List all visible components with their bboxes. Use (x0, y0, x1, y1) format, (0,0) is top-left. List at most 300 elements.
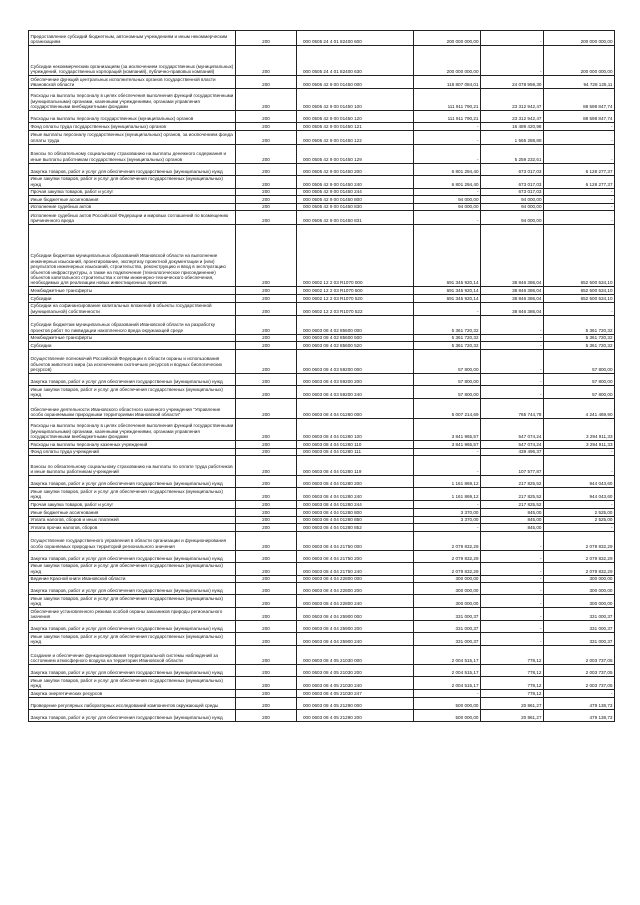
approved-amount-cell: 111 911 790,21 (414, 89, 481, 111)
executed-amount-cell: - (481, 334, 544, 342)
unexecuted-amount-cell: 331 000,37 (544, 608, 615, 621)
expense-name-cell: Расходы на выплаты персоналу в целях обеспечения выполнения функций государственными (муниципальными) органами, казенными учреждениями, органами управления государственными внебюджетными фондами (29, 419, 236, 441)
table-row (29, 508, 615, 516)
table-row (29, 501, 615, 509)
approved-amount-cell: 200 000 000,00 (414, 31, 481, 46)
budget-classification-code-cell: 000 0603 08 4 04 21750 200 (297, 550, 414, 562)
line-code-cell: 200 (236, 123, 297, 131)
executed-amount-cell: 673 017,03 (481, 188, 544, 196)
executed-amount-cell: - (481, 386, 544, 399)
approved-amount-cell: 3 370,00 (414, 508, 481, 516)
executed-amount-cell: 217 825,52 (481, 488, 544, 501)
expense-name-cell: Закупка товаров, работ и услуг для обеспечения государственных (муниципальных) нужд (29, 163, 236, 175)
budget-classification-code-cell: 000 0602 12 2 03 R1070 500 (297, 287, 414, 295)
executed-amount-cell: 845,00 (481, 516, 544, 524)
table-row (29, 677, 615, 690)
approved-amount-cell: 3 370,00 (414, 516, 481, 524)
expense-name-cell: Иные закупки товаров, работ и услуг для обеспечения государственных (муниципальных) нужд (29, 562, 236, 575)
line-code-cell: 200 (236, 646, 297, 665)
unexecuted-amount-cell: 652 500 534,10 (544, 294, 615, 302)
approved-amount-cell: 691 345 920,14 (414, 294, 481, 302)
approved-amount-cell: 2 079 832,29 (414, 550, 481, 562)
expense-name-cell: Расходы на выплаты персоналу государственных (муниципальных) органов (29, 111, 236, 123)
approved-amount-cell: - (414, 448, 481, 456)
expense-name-cell: Межбюджетные трансферты (29, 287, 236, 295)
unexecuted-amount-cell: 5 361 720,32 (544, 342, 615, 350)
line-code-cell: 200 (236, 342, 297, 350)
approved-amount-cell: - (414, 130, 481, 144)
expense-name-cell: Иные выплаты персоналу государственных (муниципальных) органов, за исключением фонда оплаты труда (29, 130, 236, 144)
approved-amount-cell: 331 000,37 (414, 633, 481, 646)
expense-name-cell: Уплата прочих налогов, сборов (29, 524, 236, 532)
budget-classification-code-cell: 000 0505 42 9 00 01450 244 (297, 188, 414, 196)
executed-amount-cell: 23 312 942,47 (481, 89, 544, 111)
budget-classification-code-cell: 000 0603 08 4 04 01280 110 (297, 441, 414, 449)
executed-amount-cell: - (481, 46, 544, 76)
table-row (29, 448, 615, 456)
expense-name-cell: Межбюджетные трансферты (29, 334, 236, 342)
executed-amount-cell: - (481, 562, 544, 575)
budget-classification-code-cell: 000 0602 12 2 03 R1070 000 (297, 225, 414, 287)
budget-classification-code-cell: 000 0603 08 4 04 22800 240 (297, 595, 414, 608)
executed-amount-cell: 673 017,03 (481, 175, 544, 188)
unexecuted-amount-cell: 2 079 832,29 (544, 550, 615, 562)
unexecuted-amount-cell: 652 500 534,10 (544, 287, 615, 295)
table-row (29, 646, 615, 665)
expense-name-cell: Закупка товаров, работ и услуг для обеспечения государственных (муниципальных) нужд (29, 583, 236, 595)
unexecuted-amount-cell: 300 000,00 (544, 575, 615, 583)
executed-amount-cell: - (481, 608, 544, 621)
table-row (29, 315, 615, 334)
table-row (29, 342, 615, 350)
budget-classification-code-cell: 000 0603 08 4 05 21290 200 (297, 709, 414, 721)
budget-classification-code-cell: 000 0603 08 4 04 25900 000 (297, 608, 414, 621)
table-row (29, 476, 615, 488)
approved-amount-cell: 200 000 000,00 (414, 46, 481, 76)
unexecuted-amount-cell: 331 000,37 (544, 621, 615, 633)
expense-name-cell: Иные закупки товаров, работ и услуг для обеспечения государственных (муниципальных) нужд (29, 488, 236, 501)
expense-name-cell: Закупка товаров, работ и услуг для обеспечения государственных (муниципальных) нужд (29, 476, 236, 488)
line-code-cell: 200 (236, 89, 297, 111)
executed-amount-cell: 94 000,00 (481, 196, 544, 204)
budget-classification-code-cell: 000 0603 08 4 04 01280 111 (297, 448, 414, 456)
approved-amount-cell: 57 800,00 (414, 386, 481, 399)
budget-classification-code-cell: 000 0603 08 4 03 59200 240 (297, 386, 414, 399)
executed-amount-cell: - (481, 583, 544, 595)
executed-amount-cell: 94 000,00 (481, 211, 544, 225)
approved-amount-cell: 331 000,37 (414, 608, 481, 621)
unexecuted-amount-cell: 5 361 720,32 (544, 315, 615, 334)
approved-amount-cell: - (414, 211, 481, 225)
line-code-cell: 200 (236, 575, 297, 583)
budget-classification-code-cell: 000 0505 42 9 00 01450 830 (297, 203, 414, 211)
unexecuted-amount-cell: 479 138,73 (544, 697, 615, 709)
unexecuted-amount-cell: - (544, 211, 615, 225)
table-row (29, 633, 615, 646)
line-code-cell: 200 (236, 374, 297, 386)
budget-classification-code-cell: 000 0603 08 4 04 22800 200 (297, 583, 414, 595)
approved-amount-cell: 5 007 214,69 (414, 399, 481, 419)
table-row (29, 225, 615, 287)
table-row (29, 350, 615, 374)
table-row (29, 123, 615, 131)
line-code-cell: 200 (236, 448, 297, 456)
unexecuted-amount-cell: 331 000,37 (544, 633, 615, 646)
expense-name-cell: Фонд оплаты труда государственных (муниципальных) органов (29, 123, 236, 131)
approved-amount-cell: 300 000,00 (414, 583, 481, 595)
line-code-cell: 200 (236, 516, 297, 524)
line-code-cell: 200 (236, 76, 297, 89)
unexecuted-amount-cell: - (544, 123, 615, 131)
budget-classification-code-cell: 000 0603 08 4 04 21750 000 (297, 531, 414, 550)
approved-amount-cell: 2 004 515,17 (414, 665, 481, 677)
approved-amount-cell: 2 079 832,29 (414, 531, 481, 550)
unexecuted-amount-cell: 2 525,00 (544, 516, 615, 524)
unexecuted-amount-cell: 57 800,00 (544, 386, 615, 399)
table-row (29, 196, 615, 204)
unexecuted-amount-cell: 944 043,60 (544, 476, 615, 488)
table-row (29, 294, 615, 302)
expense-name-cell: Закупка товаров, работ и услуг для обеспечения государственных (муниципальных) нужд (29, 709, 236, 721)
budget-classification-code-cell: 000 0505 24 4 01 82400 600 (297, 31, 414, 46)
budget-classification-code-cell: 000 0505 42 9 00 01450 129 (297, 144, 414, 163)
budget-classification-code-cell: 000 0603 08 4 05 21030 200 (297, 665, 414, 677)
expense-name-cell: Субсидии некоммерческим организациям (за исключением государственных (муниципальных) учреждений, государственных корпораций (компаний), публично-правовых компаний) (29, 46, 236, 76)
approved-amount-cell: 57 800,00 (414, 374, 481, 386)
approved-amount-cell: 6 801 294,40 (414, 175, 481, 188)
line-code-cell: 200 (236, 621, 297, 633)
executed-amount-cell: 38 846 386,04 (481, 302, 544, 315)
unexecuted-amount-cell: 2 003 737,05 (544, 646, 615, 665)
approved-amount-cell: - (414, 144, 481, 163)
executed-amount-cell: - (481, 595, 544, 608)
line-code-cell: 200 (236, 350, 297, 374)
approved-amount-cell: 94 000,00 (414, 196, 481, 204)
budget-classification-code-cell: 000 0603 08 4 05 21290 000 (297, 697, 414, 709)
expense-name-cell: Исполнение судебных актов Российской Федерации и мировых соглашений по возмещению причиненного вреда (29, 211, 236, 225)
budget-classification-code-cell: 000 0505 42 9 00 01450 121 (297, 123, 414, 131)
table-row (29, 203, 615, 211)
expense-name-cell: Фонд оплаты труда учреждений (29, 448, 236, 456)
unexecuted-amount-cell: - (544, 302, 615, 315)
budget-classification-code-cell: 000 0603 08 4 04 21750 240 (297, 562, 414, 575)
expense-name-cell: Расходы на выплаты персоналу казенных учреждений (29, 441, 236, 449)
table-row (29, 76, 615, 89)
executed-amount-cell: 23 312 942,47 (481, 111, 544, 123)
budget-classification-code-cell: 000 0603 08 4 04 25900 200 (297, 621, 414, 633)
unexecuted-amount-cell: - (544, 690, 615, 698)
executed-amount-cell: 845,00 (481, 524, 544, 532)
executed-amount-cell: - (481, 374, 544, 386)
executed-amount-cell: 107 577,87 (481, 456, 544, 476)
budget-classification-code-cell: 000 0603 08 4 02 85600 000 (297, 315, 414, 334)
budget-classification-code-cell: 000 0603 08 4 04 01280 240 (297, 488, 414, 501)
expense-name-cell: Иные закупки товаров, работ и услуг для обеспечения государственных (муниципальных) нужд (29, 386, 236, 399)
executed-amount-cell: - (481, 342, 544, 350)
approved-amount-cell: - (414, 123, 481, 131)
executed-amount-cell: 765 744,78 (481, 399, 544, 419)
table-row (29, 531, 615, 550)
expense-name-cell: Уплата налогов, сборов и иных платежей (29, 516, 236, 524)
expense-name-cell: Закупка товаров, работ и услуг для обеспечения государственных (муниципальных) нужд (29, 374, 236, 386)
expense-name-cell: Прочая закупка товаров, работ и услуг (29, 501, 236, 509)
expense-name-cell: Взносы по обязательному социальному страхованию на выплаты денежного содержания и иные выплаты работникам государственных (муниципальных) органов (29, 144, 236, 163)
budget-classification-code-cell: 000 0603 08 4 04 01280 100 (297, 419, 414, 441)
executed-amount-cell: - (481, 31, 544, 46)
executed-amount-cell: 5 259 232,61 (481, 144, 544, 163)
unexecuted-amount-cell: 2 079 832,29 (544, 531, 615, 550)
budget-execution-page (28, 30, 614, 722)
approved-amount-cell: 500 000,00 (414, 709, 481, 721)
approved-amount-cell: 1 161 869,12 (414, 488, 481, 501)
table-row (29, 386, 615, 399)
line-code-cell: 200 (236, 334, 297, 342)
unexecuted-amount-cell: - (544, 188, 615, 196)
expense-name-cell: Субсидии (29, 342, 236, 350)
budget-classification-code-cell: 000 0603 08 4 05 21030 247 (297, 690, 414, 698)
approved-amount-cell: 5 361 720,32 (414, 342, 481, 350)
budget-classification-code-cell: 000 0505 42 9 00 01450 200 (297, 163, 414, 175)
approved-amount-cell: 691 345 920,14 (414, 287, 481, 295)
table-row (29, 690, 615, 698)
unexecuted-amount-cell: 5 361 720,32 (544, 334, 615, 342)
expense-name-cell: Закупка энергетических ресурсов (29, 690, 236, 698)
approved-amount-cell: 111 911 790,21 (414, 111, 481, 123)
budget-classification-code-cell: 000 0603 08 4 04 01280 800 (297, 508, 414, 516)
unexecuted-amount-cell: 200 000 000,00 (544, 46, 615, 76)
executed-amount-cell: 20 861,27 (481, 709, 544, 721)
table-row (29, 399, 615, 419)
line-code-cell: 200 (236, 441, 297, 449)
expense-name-cell: Обеспечение установленного режима особой охраны заказников природы регионального значения (29, 608, 236, 621)
table-row (29, 550, 615, 562)
executed-amount-cell: 547 074,24 (481, 441, 544, 449)
unexecuted-amount-cell: 3 294 911,33 (544, 441, 615, 449)
table-row (29, 575, 615, 583)
expense-name-cell: Прочая закупка товаров, работ и услуг (29, 188, 236, 196)
budget-classification-code-cell: 000 0603 08 4 04 01280 200 (297, 476, 414, 488)
executed-amount-cell: 217 825,52 (481, 476, 544, 488)
executed-amount-cell: 20 861,27 (481, 697, 544, 709)
line-code-cell: 200 (236, 315, 297, 334)
executed-amount-cell: 1 565 288,88 (481, 130, 544, 144)
budget-classification-code-cell: 000 0603 08 4 02 85600 500 (297, 334, 414, 342)
expense-name-cell: Субсидии бюджетам муниципальных образований Ивановской области на выполнение инженерных изысканий, проектирование, экспертизу проектной документации и (или) результатов инженерных изысканий, строительство, реконструкцию и ввод в эксплуатацию объектов инфраструктуры, а также на подключение (технологическое присоединение) объектов капитального строительства к сетям инженерно-технического обеспечения, необходимых для реализации новых инвестиционных проектов (29, 225, 236, 287)
approved-amount-cell: 5 361 720,32 (414, 315, 481, 334)
line-code-cell: 200 (236, 188, 297, 196)
expense-name-cell: Иные бюджетные ассигнования (29, 508, 236, 516)
approved-amount-cell: - (414, 456, 481, 476)
executed-amount-cell: - (481, 550, 544, 562)
executed-amount-cell: - (481, 350, 544, 374)
executed-amount-cell: 16 489 420,98 (481, 123, 544, 131)
table-row (29, 188, 615, 196)
budget-classification-code-cell: 000 0603 08 4 04 01280 000 (297, 399, 414, 419)
approved-amount-cell: 500 000,00 (414, 697, 481, 709)
budget-classification-code-cell: 000 0603 08 4 04 01280 244 (297, 501, 414, 509)
approved-amount-cell: 2 004 515,17 (414, 646, 481, 665)
table-row (29, 46, 615, 76)
line-code-cell: 200 (236, 508, 297, 516)
line-code-cell: 200 (236, 31, 297, 46)
expense-name-cell: Закупка товаров, работ и услуг для обеспечения государственных (муниципальных) нужд (29, 665, 236, 677)
table-row (29, 334, 615, 342)
line-code-cell: 200 (236, 287, 297, 295)
budget-classification-code-cell: 000 0505 42 9 00 01450 831 (297, 211, 414, 225)
expense-name-cell: Ведение Красной книги Ивановской области (29, 575, 236, 583)
executed-amount-cell: 547 074,24 (481, 419, 544, 441)
budget-classification-code-cell: 000 0603 08 4 04 22800 000 (297, 575, 414, 583)
unexecuted-amount-cell: - (544, 448, 615, 456)
expense-name-cell: Осуществление государственного управления в области организации и функционирования особо охраняемых природных территорий регионального значения (29, 531, 236, 550)
table-row (29, 562, 615, 575)
line-code-cell: 200 (236, 144, 297, 163)
expense-name-cell: Иные бюджетные ассигнования (29, 196, 236, 204)
line-code-cell: 200 (236, 456, 297, 476)
line-code-cell: 200 (236, 488, 297, 501)
unexecuted-amount-cell: 200 000 000,00 (544, 31, 615, 46)
table-row (29, 709, 615, 721)
unexecuted-amount-cell: 944 043,60 (544, 488, 615, 501)
approved-amount-cell: 3 841 965,57 (414, 441, 481, 449)
unexecuted-amount-cell: 300 000,00 (544, 583, 615, 595)
line-code-cell: 200 (236, 697, 297, 709)
expense-name-cell: Расходы на выплаты персоналу в целях обеспечения выполнения функций государственными (муниципальными) органами, казенными учреждениями, органами управления государственными внебюджетными фондами (29, 89, 236, 111)
unexecuted-amount-cell: - (544, 196, 615, 204)
line-code-cell: 200 (236, 562, 297, 575)
approved-amount-cell: 300 000,00 (414, 575, 481, 583)
expense-name-cell: Субсидии бюджетам муниципальных образований Ивановской области на разработку проектов работ по ликвидации накопленного вреда окружающей среде (29, 315, 236, 334)
line-code-cell: 200 (236, 130, 297, 144)
line-code-cell: 200 (236, 175, 297, 188)
executed-amount-cell: 778,12 (481, 690, 544, 698)
unexecuted-amount-cell: 88 598 847,74 (544, 111, 615, 123)
line-code-cell: 200 (236, 203, 297, 211)
approved-amount-cell: - (414, 302, 481, 315)
table-row (29, 441, 615, 449)
executed-amount-cell: 778,12 (481, 677, 544, 690)
executed-amount-cell: 673 017,03 (481, 163, 544, 175)
approved-amount-cell: - (414, 690, 481, 698)
line-code-cell: 200 (236, 111, 297, 123)
unexecuted-amount-cell: 479 138,73 (544, 709, 615, 721)
unexecuted-amount-cell: 2 003 737,05 (544, 677, 615, 690)
table-row (29, 583, 615, 595)
line-code-cell: 200 (236, 709, 297, 721)
table-row (29, 621, 615, 633)
unexecuted-amount-cell: - (544, 130, 615, 144)
table-body (29, 31, 615, 722)
line-code-cell: 200 (236, 163, 297, 175)
approved-amount-cell: 5 361 720,32 (414, 334, 481, 342)
budget-classification-code-cell: 000 0603 08 4 04 01280 119 (297, 456, 414, 476)
executed-amount-cell: 38 846 386,04 (481, 287, 544, 295)
approved-amount-cell: 118 807 084,01 (414, 76, 481, 89)
table-row (29, 31, 615, 46)
expense-name-cell: Закупка товаров, работ и услуг для обеспечения государственных (муниципальных) нужд (29, 621, 236, 633)
unexecuted-amount-cell: 88 598 847,74 (544, 89, 615, 111)
approved-amount-cell: 1 161 869,12 (414, 476, 481, 488)
expense-name-cell: Обеспечение деятельности Ивановского областного казенного учреждения "Управление особо охраняемыми природными территориями Ивановской области" (29, 399, 236, 419)
expense-name-cell: Предоставление субсидий бюджетным, автономным учреждениям и иным некоммерческим организациям (29, 31, 236, 46)
unexecuted-amount-cell: 57 800,00 (544, 350, 615, 374)
table-row (29, 175, 615, 188)
approved-amount-cell: 94 000,00 (414, 203, 481, 211)
expense-name-cell: Проведение регулярных лабораторных исследований компонентов окружающей среды (29, 697, 236, 709)
expense-name-cell: Субсидии на софинансирование капитальных вложений в объекты государственной (муниципальной) собственности (29, 302, 236, 315)
executed-amount-cell: - (481, 621, 544, 633)
table-row (29, 595, 615, 608)
expense-name-cell: Исполнение судебных актов (29, 203, 236, 211)
executed-amount-cell: 845,00 (481, 508, 544, 516)
line-code-cell: 200 (236, 302, 297, 315)
table-row (29, 89, 615, 111)
line-code-cell: 200 (236, 608, 297, 621)
table-row (29, 111, 615, 123)
unexecuted-amount-cell: 2 525,00 (544, 508, 615, 516)
line-code-cell: 200 (236, 46, 297, 76)
table-row (29, 697, 615, 709)
budget-classification-code-cell: 000 0505 42 9 00 01450 240 (297, 175, 414, 188)
expense-name-cell: Субсидии (29, 294, 236, 302)
budget-classification-code-cell: 000 0603 08 4 02 85600 520 (297, 342, 414, 350)
budget-classification-code-cell: 000 0505 42 9 00 01450 800 (297, 196, 414, 204)
table-row (29, 287, 615, 295)
unexecuted-amount-cell: - (544, 501, 615, 509)
budget-classification-code-cell: 000 0603 08 4 03 59200 200 (297, 374, 414, 386)
budget-classification-code-cell: 000 0603 08 4 05 21030 240 (297, 677, 414, 690)
unexecuted-amount-cell: - (544, 456, 615, 476)
unexecuted-amount-cell: - (544, 203, 615, 211)
line-code-cell: 200 (236, 531, 297, 550)
line-code-cell: 200 (236, 196, 297, 204)
budget-classification-code-cell: 000 0505 24 4 01 82400 630 (297, 46, 414, 76)
expense-name-cell: Обеспечение функций центральных исполнительных органов государственной власти Ивановской области (29, 76, 236, 89)
unexecuted-amount-cell: 2 003 737,05 (544, 665, 615, 677)
line-code-cell: 200 (236, 524, 297, 532)
executed-amount-cell: 217 825,52 (481, 501, 544, 509)
expense-name-cell: Осуществление полномочий Российской Федерации в области охраны и использования объектов животного мира (за исключением охотничьих ресурсов и водных биологических ресурсов) (29, 350, 236, 374)
line-code-cell: 200 (236, 677, 297, 690)
budget-classification-code-cell: 000 0603 08 4 04 01280 852 (297, 524, 414, 532)
table-row (29, 524, 615, 532)
approved-amount-cell: 6 801 294,40 (414, 163, 481, 175)
budget-classification-code-cell: 000 0505 42 9 00 01450 000 (297, 76, 414, 89)
unexecuted-amount-cell: 57 800,00 (544, 374, 615, 386)
table-row (29, 608, 615, 621)
line-code-cell: 200 (236, 550, 297, 562)
expense-name-cell: Иные закупки товаров, работ и услуг для обеспечения государственных (муниципальных) нужд (29, 633, 236, 646)
approved-amount-cell: - (414, 501, 481, 509)
approved-amount-cell: - (414, 188, 481, 196)
unexecuted-amount-cell: - (544, 144, 615, 163)
expense-name-cell: Взносы по обязательному социальному страхованию на выплаты по оплате труда работников и иные выплаты работникам учреждений (29, 456, 236, 476)
unexecuted-amount-cell: 4 241 469,90 (544, 399, 615, 419)
executed-amount-cell: - (481, 315, 544, 334)
budget-classification-code-cell: 000 0602 12 2 03 R1070 520 (297, 294, 414, 302)
expense-name-cell: Иные закупки товаров, работ и услуг для обеспечения государственных (муниципальных) нужд (29, 595, 236, 608)
budget-classification-code-cell: 000 0505 42 9 00 01450 120 (297, 111, 414, 123)
expense-name-cell: Иные закупки товаров, работ и услуг для обеспечения государственных (муниципальных) нужд (29, 677, 236, 690)
approved-amount-cell: 691 345 920,14 (414, 225, 481, 287)
table-row (29, 144, 615, 163)
executed-amount-cell: 439 496,37 (481, 448, 544, 456)
line-code-cell: 200 (236, 583, 297, 595)
line-code-cell: 200 (236, 294, 297, 302)
table-row (29, 211, 615, 225)
executed-amount-cell: 778,12 (481, 665, 544, 677)
executed-amount-cell: 24 078 959,30 (481, 76, 544, 89)
